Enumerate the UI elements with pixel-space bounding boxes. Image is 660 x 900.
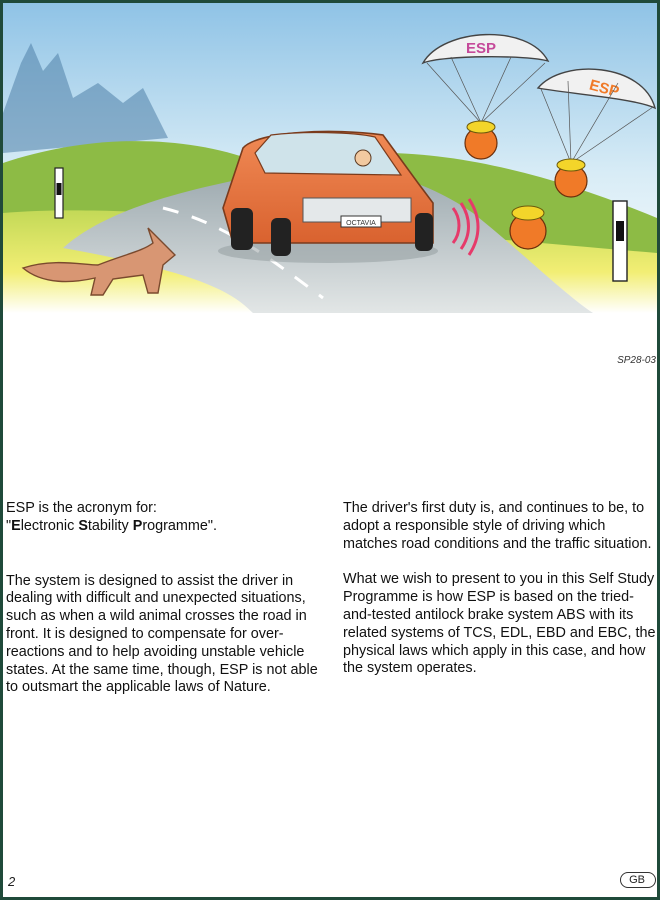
parachute-label-1: ESP [465,40,497,57]
page-number: 2 [8,874,16,889]
language-badge: GB [620,872,656,888]
system-purpose-paragraph: The system is designed to assist the driver in dealing with difficult and unexpected situations, such as when a wild animal crosses the road in front. It is designed to compensate for over-reactions and to help avoiding unstable vehicle states. At the same time, though, ESP is not able to outsmart the applicable laws of Nature. [6,572,318,696]
acronym-intro: ESP is the acronym for: [6,500,157,516]
figure-code: SP28-03 [617,355,656,366]
driver-duty-paragraph: The driver's first duty is, and continues to be, to adopt a responsible style of driving which matches road conditions and the traffic situation. [343,500,652,552]
right-column [343,500,659,678]
programme-overview-paragraph: What we wish to present to you in this Self Study Programme is how ESP is based on the tried-and-tested antilock brake system ABS with its related systems of TCS, EDL, EBD and EBC, the physical laws which apply in this case, and how the system operates. [343,571,656,677]
esp-illustration [3,3,657,313]
parachute-label-2: ESP [587,76,621,101]
esp-mascot-ground [510,206,546,249]
plate-text: OCTAVIA [346,220,376,227]
road-post-right [613,201,627,281]
road-post-left [55,168,63,218]
acronym-expansion: "Electronic Stability Programme". [6,517,218,534]
left-column [6,500,328,697]
